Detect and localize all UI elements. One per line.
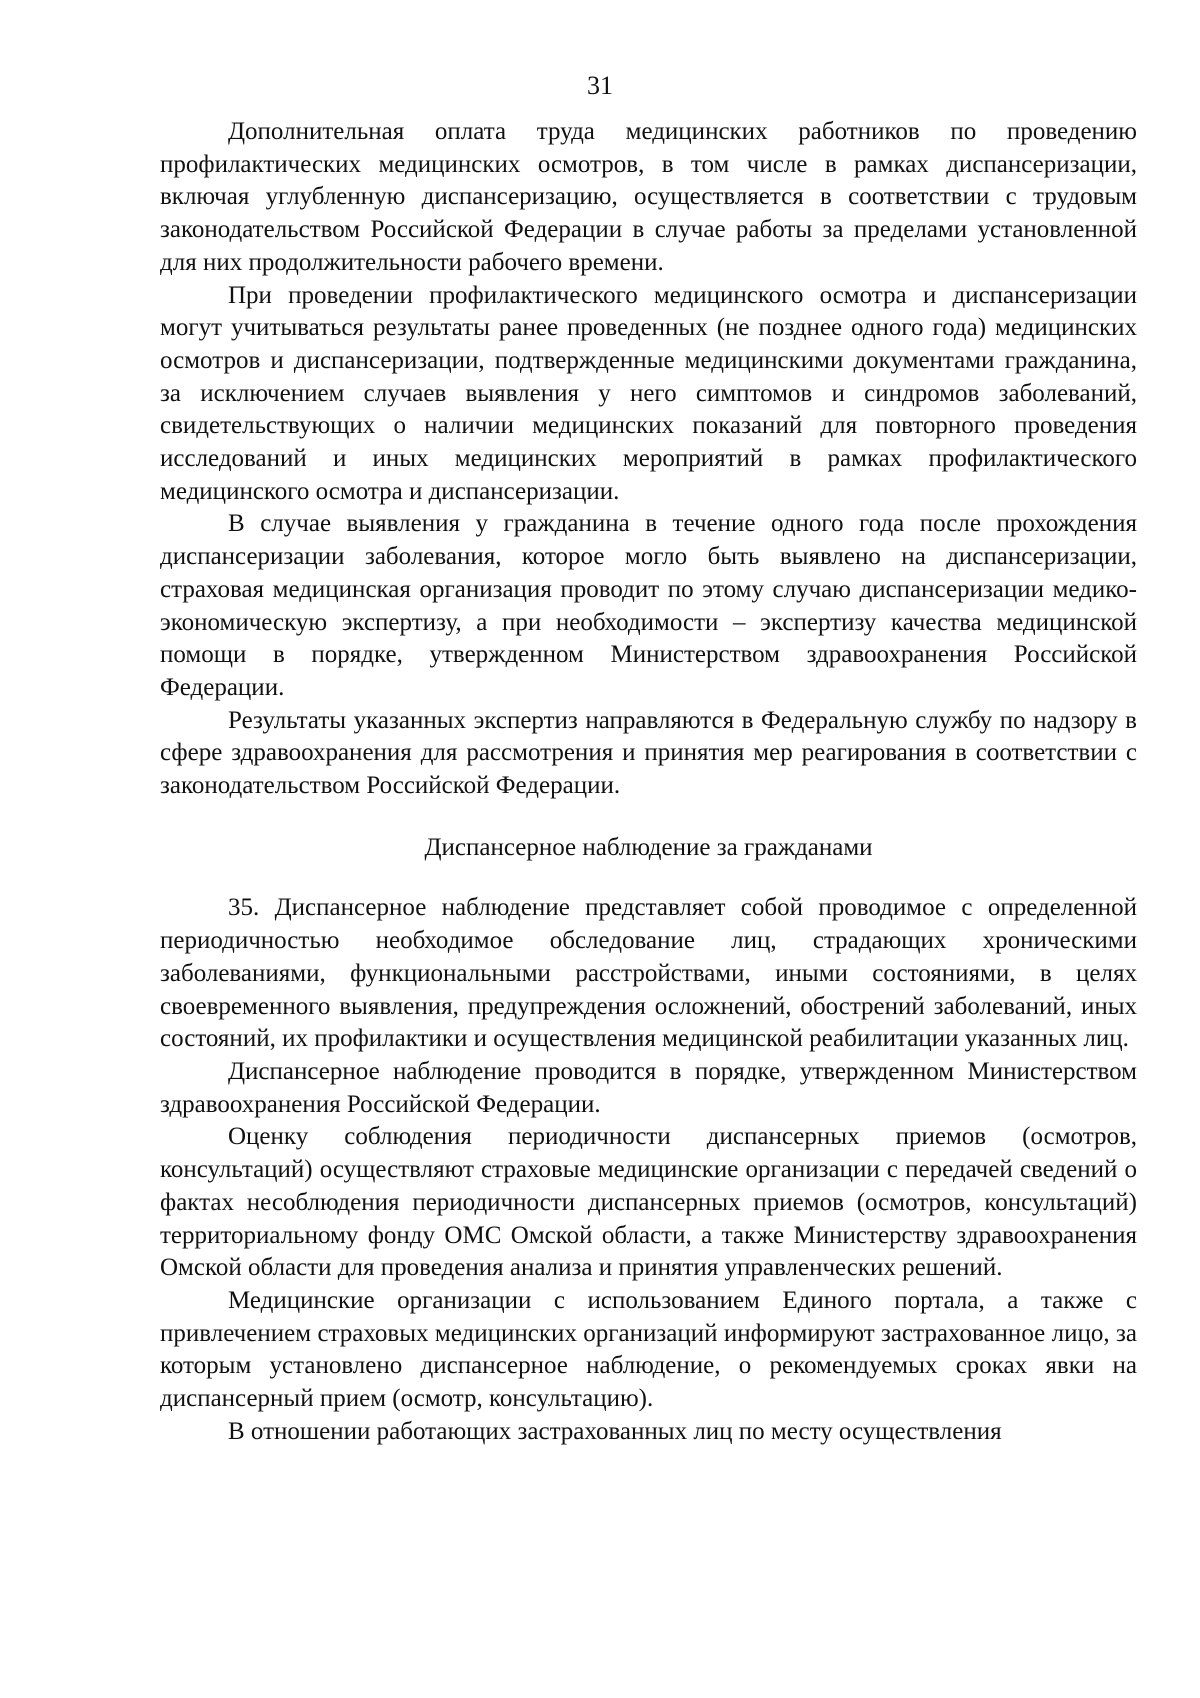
paragraph-working-insured: В отношении работающих застрахованных лиц по месту осуществления <box>228 1417 1002 1445</box>
page-number: 31 <box>587 71 613 100</box>
paragraph-additional-pay: Дополнительная оплата труда медицинских работников по проведению профилактических медицинских осмотров, в том числе в рамках диспансеризации, включая углубленную диспансеризацию, осуществляется в соответствии с трудовым законодательством Российской Федерации в случае работы за пределами установленной для них продолжительности рабочего времени. <box>160 118 1137 276</box>
paragraph-expertise-results: Результаты указанных экспертиз направляются в Федеральную службу по надзору в сфере здравоохранения для рассмотрения и принятия мер реагирования в соответствии с законодательством Российской Федерации. <box>160 706 1137 800</box>
paragraph-informing: Медицинские организации с использованием Единого портала, а также с привлечением страховых медицинских организаций информируют застрахованное лицо, за которым установлено диспансерное наблюдение, о рекомендуемых сроках явки на диспансерный прием (осмотр, консультацию). <box>160 1286 1137 1413</box>
paragraph-disease-detection: В случае выявления у гражданина в течение одного года после прохождения диспансеризации заболевания, которое могло быть выявлено на диспансеризации, страховая медицинская организация проводит по этому случаю диспансеризации медико-экономическую экспертизу, а при необходимости – экспертизу качества медицинской помощи в порядке, утвержденном Министерством здравоохранения Российской Федерации. <box>160 510 1137 701</box>
paragraph-periodicity-assessment: Оценку соблюдения периодичности диспансерных приемов (осмотров, консультаций) осуществляют страховые медицинские организации с передачей сведений о фактах несоблюдения периодичности диспансерных приемов (осмотров, консультаций) территориальному фонду ОМС Омской области, а также Министерству здравоохранения Омской области для проведения анализа и принятия управленческих решений. <box>160 1123 1137 1282</box>
paragraph-observation-order: Диспансерное наблюдение проводится в порядке, утвержденном Министерством здравоохранения Российской Федерации. <box>160 1057 1137 1118</box>
paragraph-prior-results: При проведении профилактического медицинского осмотра и диспансеризации могут учитываться результаты ранее проведенных (не позднее одного года) медицинских осмотров и диспансеризации, подтвержденные медицинскими документами гражданина, за исключением случаев выявления у него симптомов и синдромов заболеваний, свидетельствующих о наличии медицинских показаний для повторного проведения исследований и иных медицинских мероприятий в рамках профилактического медицинского осмотра и диспансеризации. <box>160 281 1137 505</box>
section-heading: Диспансерное наблюдение за гражданами <box>424 833 873 861</box>
document-body <box>160 116 1137 1448</box>
paragraph-item-35: 35. Диспансерное наблюдение представляет собой проводимое с определенной периодичностью необходимое обследование лиц, страдающих хроническими заболеваниями, функциональными расстройствами, иными состояниями, в целях своевременного выявления, предупреждения осложнений, обострений заболеваний, иных состояний, их профилактики и осуществления медицинской реабилитации указанных лиц. <box>160 894 1137 1053</box>
